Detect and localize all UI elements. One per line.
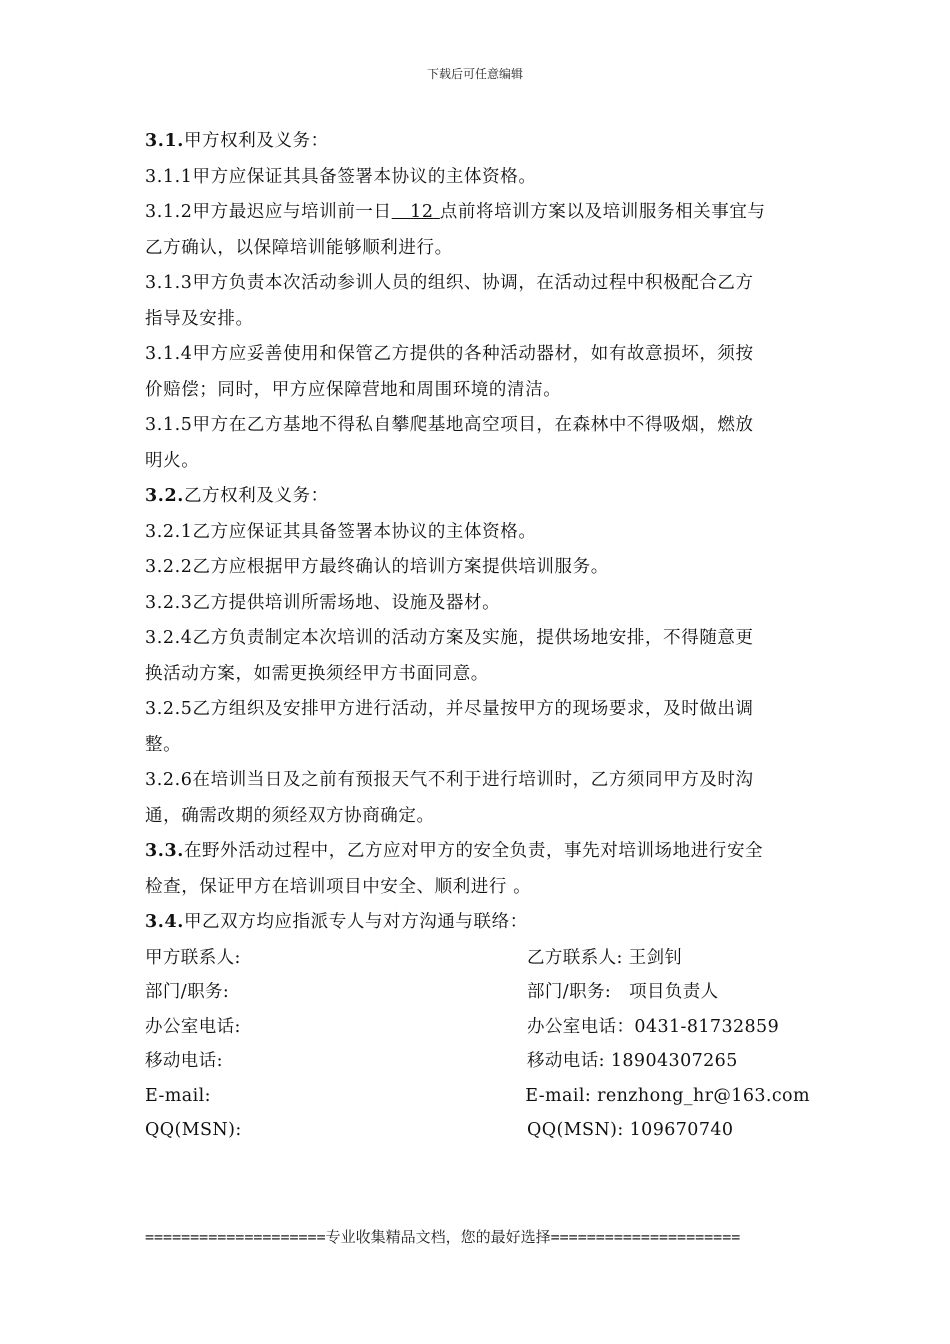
party-a-department: 部门/职务: xyxy=(145,982,230,1002)
contact-table xyxy=(145,941,810,1148)
clause-3-1-4: 3.1.4甲方应妥善使用和保管乙方提供的各种活动器材，如有故意损坏，须按 xyxy=(145,344,754,364)
clause-3-2-4-cont: 换活动方案，如需更换须经甲方书面同意。 xyxy=(145,663,489,684)
party-b-mobile: 移动电话: 18904307265 xyxy=(527,1051,738,1071)
party-a-contact-person: 甲方联系人: xyxy=(145,947,241,968)
party-b-department: 部门/职务: 项目负责人 xyxy=(527,982,719,1002)
party-b-qq: QQ(MSN): 109670740 xyxy=(527,1120,734,1140)
section-title: 甲方权利及义务： xyxy=(183,131,329,151)
party-a-email: E-mail: xyxy=(145,1085,211,1106)
contact-row-dept xyxy=(145,975,810,1010)
section-title: 乙方权利及义务： xyxy=(183,486,329,506)
clause-text: 3.1.2甲方最迟应与培训前一日 xyxy=(145,202,392,222)
clause-3-1-2-cont: 乙方确认，以保障培训能够顺利进行。 xyxy=(145,237,453,258)
section-3-3-cont: 检查，保证甲方在培训项目中安全、顺利进行 。 xyxy=(145,876,532,897)
clause-3-2-6-cont: 通，确需改期的须经双方协商确定。 xyxy=(145,805,435,826)
deadline-hour-blank: 12 xyxy=(410,202,434,222)
section-3-2-heading xyxy=(145,479,810,515)
section-title: 甲乙双方均应指派专人与对方沟通与联络： xyxy=(183,912,528,932)
clause-3-2-5-cont: 整。 xyxy=(145,734,182,755)
clause-3-1-3-cont: 指导及安排。 xyxy=(145,308,254,329)
clause-3-1-1: 3.1.1甲方应保证其具备签署本协议的主体资格。 xyxy=(145,166,537,187)
section-number: 3.1. xyxy=(145,131,184,151)
section-3-4-heading xyxy=(145,905,810,941)
contact-row-email xyxy=(145,1079,810,1114)
page-header-note: 下载后可任意编辑 xyxy=(426,67,523,81)
clause-3-1-4-cont: 价赔偿；同时，甲方应保障营地和周围环境的清洁。 xyxy=(145,379,562,400)
clause-3-2-3: 3.2.3乙方提供培训所需场地、设施及器材。 xyxy=(145,592,501,613)
clause-3-2-5: 3.2.5乙方组织及安排甲方进行活动，并尽量按甲方的现场要求，及时做出调 xyxy=(145,699,754,719)
party-b-contact-person: 乙方联系人: 王剑钊 xyxy=(527,947,683,968)
clause-3-1-3: 3.1.3甲方负责本次活动参训人员的组织、协调，在活动过程中积极配合乙方 xyxy=(145,273,754,293)
contact-row-office-phone xyxy=(145,1010,810,1045)
party-b-email: E-mail: renzhong_hr@163.com xyxy=(525,1085,810,1106)
section-number: 3.3. xyxy=(145,841,184,861)
clause-3-2-6: 3.2.6在培训当日及之前有预报天气不利于进行培训时，乙方须同甲方及时沟 xyxy=(145,770,754,790)
party-a-office-phone: 办公室电话: xyxy=(145,1016,241,1037)
section-3-3 xyxy=(145,834,810,870)
clause-3-1-5-cont: 明火。 xyxy=(145,450,200,471)
page-footer: ====================专业收集精品文档，您的最好选择===================== xyxy=(145,1228,741,1246)
contact-row-qq xyxy=(145,1113,810,1148)
clause-3-2-4: 3.2.4乙方负责制定本次培训的活动方案及实施，提供场地安排，不得随意更 xyxy=(145,628,754,648)
section-number: 3.4. xyxy=(145,912,184,932)
clause-3-2-2: 3.2.2乙方应根据甲方最终确认的培训方案提供培训服务。 xyxy=(145,557,609,577)
section-3-1-heading xyxy=(145,124,810,160)
clause-3-1-5: 3.1.5甲方在乙方基地不得私自攀爬基地高空项目，在森林中不得吸烟，燃放 xyxy=(145,415,754,435)
section-number: 3.2. xyxy=(145,486,184,506)
document-body xyxy=(145,124,810,1148)
contact-row-name xyxy=(145,941,810,976)
party-a-mobile: 移动电话: xyxy=(145,1051,223,1071)
clause-3-1-2 xyxy=(145,195,810,231)
section-text: 在野外活动过程中，乙方应对甲方的安全负责，事先对培训场地进行安全 xyxy=(183,841,764,861)
party-b-office-phone: 办公室电话：0431-81732859 xyxy=(527,1016,780,1037)
party-a-qq: QQ(MSN): xyxy=(145,1120,242,1140)
clause-text-cont: 点前将培训方案以及培训服务相关事宜与 xyxy=(439,202,766,222)
clause-3-2-1: 3.2.1乙方应保证其具备签署本协议的主体资格。 xyxy=(145,521,537,542)
contact-row-mobile xyxy=(145,1044,810,1079)
